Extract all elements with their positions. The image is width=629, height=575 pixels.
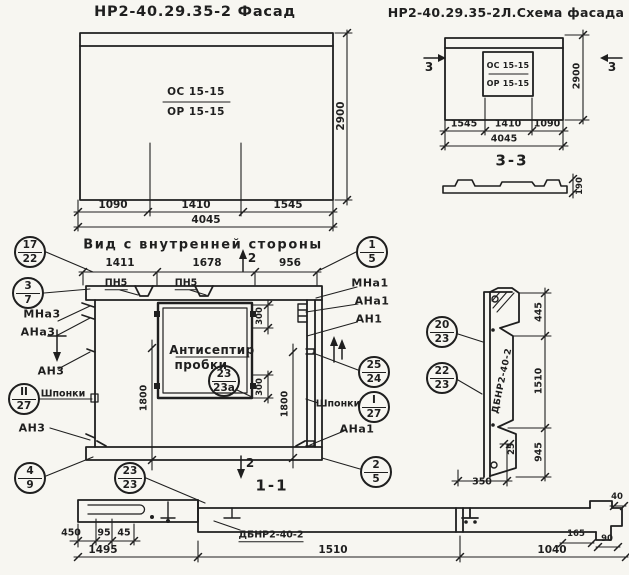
label-ana1-2: АНа1 [339, 422, 375, 436]
section-dim-90: 90 [601, 533, 613, 544]
dimension-ticks [75, 30, 629, 561]
facade-dim-total: 4045 [191, 213, 221, 226]
label-an1: АН1 [355, 312, 383, 326]
callout-bottom: 23 [122, 478, 138, 491]
callout-17-22 [14, 236, 46, 268]
main-dim-1800-left: 1800 [138, 384, 150, 412]
section-1-1-label: 1-1 [255, 476, 289, 495]
callout-bottom: 27 [366, 407, 382, 420]
detail-dim-445: 445 [533, 302, 545, 322]
callout-23-23 [114, 462, 146, 494]
callout-bottom: 7 [24, 293, 32, 306]
window-note-line2: пробки [174, 358, 228, 372]
object-lines [78, 33, 622, 540]
callout-2-5 [360, 456, 392, 488]
facade-window-mark-bottom: ОР 15-15 [167, 105, 225, 118]
scheme-window-mark-top: ОС 15-15 [486, 61, 530, 70]
callout-25-24 [358, 356, 390, 388]
title-scheme: НР2-40.29.35-2Л.Схема фасада [387, 4, 625, 20]
main-view-caption: Вид с внутренней стороны [83, 237, 323, 253]
scheme-dim-1090: 1090 [533, 118, 561, 130]
label-an3-1: АН3 [37, 364, 65, 378]
callout-bottom: 27 [16, 399, 32, 412]
label-ana1-1: АНа1 [354, 294, 390, 308]
facade-dim-height: 2900 [334, 101, 347, 131]
section-dim-45: 45 [117, 527, 131, 539]
main-label-pn5-1: ПН5 [104, 277, 128, 289]
callout-top: 23 [118, 465, 142, 478]
callout-bottom: 9 [26, 478, 34, 491]
label-keys-left: Шпонки [40, 388, 86, 400]
title-facade: НР2-40.29.35-2 Фасад [94, 3, 296, 20]
main-label-pn5-2: ПН5 [174, 277, 198, 289]
callout-top: 2 [364, 459, 388, 472]
callout-20-23 [426, 316, 458, 348]
callout-bottom: 22 [22, 252, 38, 265]
callout-top: 1 [360, 239, 384, 252]
label-an3-2: АН3 [18, 421, 46, 435]
section-dim-1040: 1040 [537, 543, 567, 556]
facade-window-mark-top: ОС 15-15 [167, 85, 225, 98]
callout-bottom: 23а [213, 381, 235, 394]
callout-4-9 [14, 462, 46, 494]
section-dim-40: 40 [611, 491, 623, 502]
callout-i-27 [358, 391, 390, 423]
callout-bottom: 23 [434, 332, 450, 345]
detail-dim-25: 25 [506, 443, 517, 455]
callout-1-5 [356, 236, 388, 268]
scheme-section-label: 3-3 [495, 151, 529, 170]
facade-dim-1545: 1545 [273, 198, 303, 211]
section-dim-450: 450 [61, 527, 81, 539]
section-dim-1495: 1495 [88, 543, 118, 556]
callout-3-7 [12, 277, 44, 309]
scheme-section-mark-right: 3 [607, 60, 617, 74]
main-dim-300-bottom: 300 [254, 378, 265, 396]
callout-bottom: 24 [366, 372, 382, 385]
callout-top: 25 [362, 359, 386, 372]
main-dim-300-top: 300 [254, 307, 265, 325]
callout-top: 22 [430, 365, 454, 378]
callout-top: 17 [18, 239, 42, 252]
main-dim-956: 956 [279, 256, 301, 269]
label-ana3-1: АНа3 [20, 325, 56, 339]
scheme-dim-height: 2900 [571, 62, 583, 90]
main-section-mark-bottom: 2 [245, 456, 255, 470]
scheme-dim-1410: 1410 [494, 118, 522, 130]
window-note-line1: Антисептир [169, 343, 255, 357]
main-dim-1411: 1411 [105, 256, 135, 269]
callout-22-23 [426, 362, 458, 394]
scheme-window-mark-bottom: ОР 15-15 [486, 79, 530, 88]
callout-top: 23 [212, 368, 236, 381]
scheme-profile-thickness: 190 [574, 177, 585, 195]
main-dim-1800-right: 1800 [279, 390, 291, 418]
scheme-dim-total: 4045 [490, 133, 518, 145]
callout-top: I [362, 394, 386, 407]
callout-ii-27 [8, 383, 40, 415]
section-stamp: ДБНР2-40-2 [238, 529, 304, 541]
label-keys-right: Шпонки [315, 398, 361, 410]
detail-dim-945: 945 [533, 442, 545, 462]
callout-top: 3 [16, 280, 40, 293]
detail-dim-1510: 1510 [533, 367, 545, 395]
scheme-section-mark-left: 3 [424, 60, 434, 74]
callout-bottom: 5 [368, 252, 376, 265]
callout-top: 4 [18, 465, 42, 478]
callout-23-23a [208, 365, 240, 397]
main-section-mark-top: 2 [247, 251, 257, 265]
scheme-dim-1545: 1545 [450, 118, 478, 130]
callout-top: II [12, 386, 36, 399]
label-mna3: МНа3 [23, 307, 61, 321]
section-dim-165: 165 [567, 528, 585, 539]
section-dim-95: 95 [97, 527, 111, 539]
callout-top: 20 [430, 319, 454, 332]
facade-dim-1410: 1410 [181, 198, 211, 211]
callout-bottom: 5 [372, 472, 380, 485]
callout-bottom: 23 [434, 378, 450, 391]
main-dim-1678: 1678 [192, 256, 222, 269]
label-mna1: МНа1 [351, 276, 389, 290]
facade-dim-1090: 1090 [98, 198, 128, 211]
right-detail-stamp: ДБНР2-40-2 [490, 347, 515, 415]
detail-dim-350: 350 [472, 476, 492, 488]
section-dim-1510: 1510 [318, 543, 348, 556]
